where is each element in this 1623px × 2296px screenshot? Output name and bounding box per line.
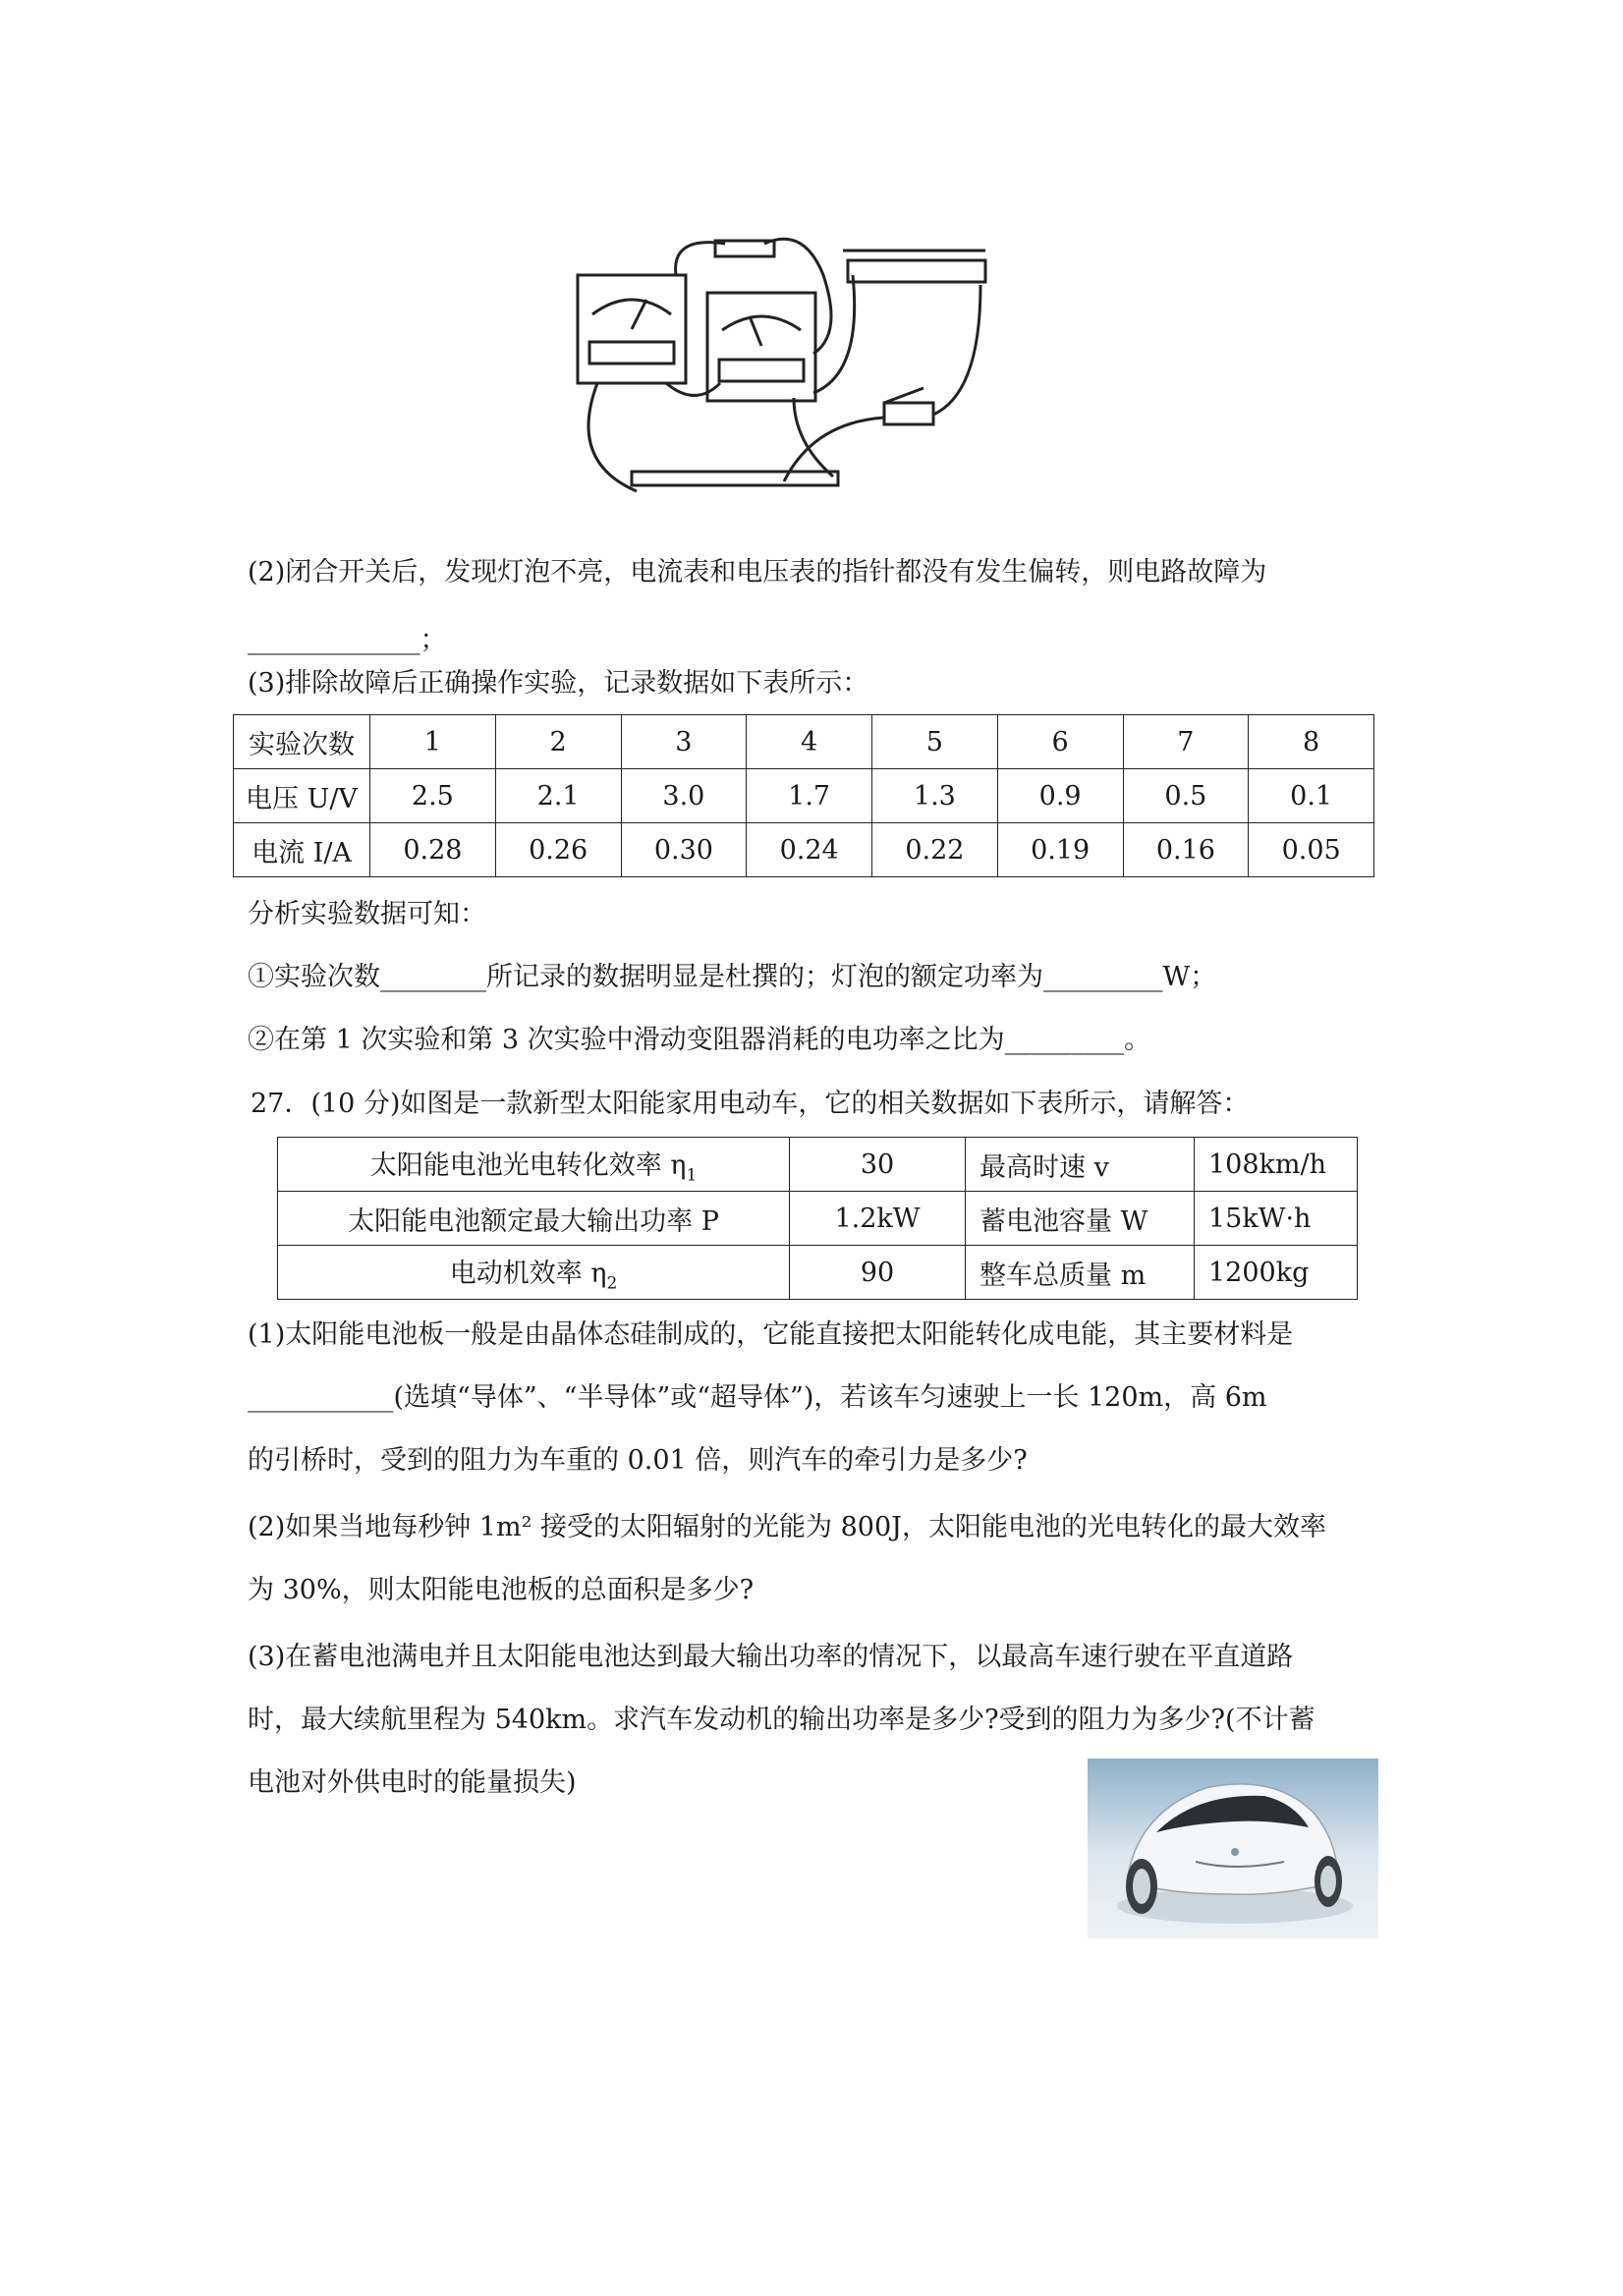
circuit-diagram xyxy=(568,236,990,501)
table-cell: 2.1 xyxy=(495,769,621,823)
q27-part3-line2: 时，最大续航里程为 540km。求汽车发动机的输出功率是多少?受到的阻力为多少?(不计蓄 xyxy=(248,1705,1315,1735)
table-cell: 1.2kW xyxy=(790,1192,966,1246)
table-row xyxy=(278,1192,1358,1246)
table-cell: 最高时速 v xyxy=(966,1138,1195,1192)
table-cell: 0.05 xyxy=(1249,823,1374,877)
table-cell: 1.3 xyxy=(872,769,998,823)
q27-part2-line1: (2)如果当地每秒钟 1m² 接受的太阳辐射的光能为 800J，太阳能电池的光电转化的最大效率 xyxy=(248,1512,1326,1542)
table-cell: 0.30 xyxy=(621,823,747,877)
table-cell: 90 xyxy=(790,1246,966,1300)
table-cell: 5 xyxy=(872,715,998,769)
table-cell: 7 xyxy=(1123,715,1249,769)
table-cell: 电压 U/V xyxy=(234,769,370,823)
table-cell: 0.19 xyxy=(997,823,1123,877)
table-cell: 0.5 xyxy=(1123,769,1249,823)
table-cell: 太阳能电池额定最大输出功率 P xyxy=(278,1192,790,1246)
q26-part2-blank: _____________； xyxy=(248,625,447,655)
table-cell: 0.26 xyxy=(495,823,621,877)
table-cell: 2 xyxy=(495,715,621,769)
q27-part2-line2: 为 30%，则太阳能电池板的总面积是多少? xyxy=(248,1575,755,1605)
table-cell: 0.1 xyxy=(1249,769,1374,823)
rheostat xyxy=(848,260,985,282)
table-row xyxy=(234,769,1374,823)
table-cell: 电流 I/A xyxy=(234,823,370,877)
switch xyxy=(884,403,933,424)
q26-part3-text: (3)排除故障后正确操作实验，记录数据如下表所示： xyxy=(248,668,869,699)
table-row xyxy=(234,823,1374,877)
experiment-data-table xyxy=(233,714,1374,877)
q26-analysis: 分析实验数据可知： xyxy=(248,899,486,929)
car-spec-table xyxy=(277,1137,1358,1300)
q27-intro: 27．(10 分)如图是一款新型太阳能家用电动车，它的相关数据如下表所示，请解答： xyxy=(251,1089,1250,1119)
voltmeter xyxy=(578,275,686,383)
lamp-base xyxy=(632,472,838,485)
table-cell: 蓄电池容量 W xyxy=(966,1192,1195,1246)
q27-part1-line1: (1)太阳能电池板一般是由晶体态硅制成的，它能直接把太阳能转化成电能，其主要材料是 xyxy=(248,1319,1294,1350)
q26-item1: ①实验次数________所记录的数据明显是杜撰的；灯泡的额定功率为_________W； xyxy=(248,962,1217,992)
table-cell: 0.9 xyxy=(997,769,1123,823)
table-cell: 3.0 xyxy=(621,769,747,823)
table-cell: 4 xyxy=(747,715,872,769)
table-cell: 1200kg xyxy=(1195,1246,1358,1300)
q27-part3-line3: 电池对外供电时的能量损失) xyxy=(248,1767,577,1798)
table-cell: 太阳能电池光电转化效率 $\eta_1$ xyxy=(278,1138,790,1192)
solar-car-photo xyxy=(1088,1759,1378,1938)
q26-part2-text: (2)闭合开关后，发现灯泡不亮，电流表和电压表的指针都没有发生偏转，则电路故障为 xyxy=(248,557,1267,588)
table-cell: 0.16 xyxy=(1123,823,1249,877)
table-cell: 15kW·h xyxy=(1195,1192,1358,1246)
table-cell: 108km/h xyxy=(1195,1138,1358,1192)
q27-part3-line1: (3)在蓄电池满电并且太阳能电池达到最大输出功率的情况下，以最高车速行驶在平直道路 xyxy=(248,1642,1294,1672)
ammeter xyxy=(707,293,815,401)
table-row xyxy=(234,715,1374,769)
table-cell: 0.28 xyxy=(370,823,496,877)
table-cell: 2.5 xyxy=(370,769,496,823)
q27-part1-line2: ___________(选填“导体”、“半导体”或“超导体”)，若该车匀速驶上一长 120m，高 6m xyxy=(248,1382,1267,1413)
table-cell: 30 xyxy=(790,1138,966,1192)
table-cell: 8 xyxy=(1249,715,1374,769)
table-cell: 3 xyxy=(621,715,747,769)
table-cell: 0.22 xyxy=(872,823,998,877)
table-cell: 1.7 xyxy=(747,769,872,823)
table-cell: 6 xyxy=(997,715,1123,769)
table-cell: 电动机效率 $\eta_2$ xyxy=(278,1246,790,1300)
table-cell: 整车总质量 m xyxy=(966,1246,1195,1300)
q26-item2: ②在第 1 次实验和第 3 次实验中滑动变阻器消耗的电功率之比为_________。 xyxy=(248,1025,1151,1055)
table-cell: 0.24 xyxy=(747,823,872,877)
q27-part1-line3: 的引桥时，受到的阻力为车重的 0.01 倍，则汽车的牵引力是多少? xyxy=(248,1445,1028,1476)
table-cell: 1 xyxy=(370,715,496,769)
table-row xyxy=(278,1138,1358,1192)
table-row xyxy=(278,1246,1358,1300)
table-cell: 实验次数 xyxy=(234,715,370,769)
